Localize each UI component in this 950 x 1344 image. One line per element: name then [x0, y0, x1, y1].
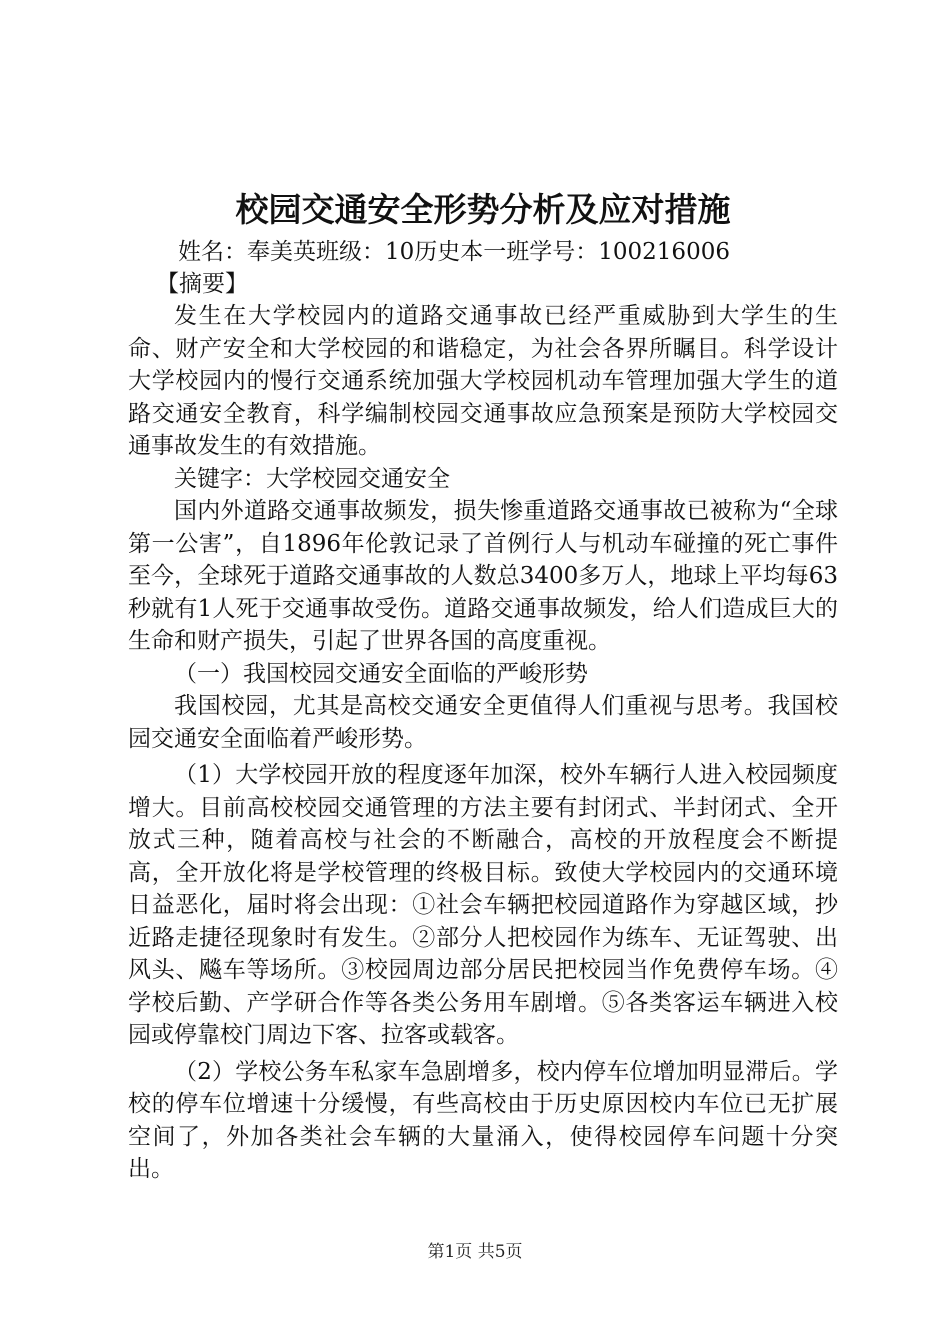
- document-body: [128, 184, 838, 1186]
- point-1-paragraph: （1）大学校园开放的程度逐年加深，校外车辆行人进入校园频度增大。目前高校校园交通管理的方法主要有封闭式、半封闭式、全开放式三种，随着高校与社会的不断融合，高校的开放程度会不断提高，全开放化将是学校管理的终极目标。致使大学校园内的交通环境日益恶化，届时将会出现：①社会车辆把校园道路作为穿越区域，抄近路走捷径现象时有发生。②部分人把校园作为练车、无证驾驶、出风头、飚车等场所。③校园周边部分居民把校园当作免费停车场。④学校后勤、产学研合作等各类公务用车剧增。⑤各类客运车辆进入校园或停靠校门周边下客、拉客或载客。: [128, 762, 838, 1048]
- point-2-paragraph: （2）学校公务车私家车急剧增多，校内停车位增加明显滞后。学校的停车位增速十分缓慢，有些高校由于历史原因校内车位已无扩展空间了，外加各类社会车辆的大量涌入，使得校园停车问题十分突出。: [128, 1058, 838, 1182]
- author-info-line: 姓名：奉美英班级：10历史本一班学号：100216006: [178, 239, 730, 265]
- intro-paragraph: 国内外道路交通事故频发，损失惨重道路交通事故已被称为“全球第一公害”，自1896年伦敦记录了首例行人与机动车碰撞的死亡事件至今，全球死于道路交通事故的人数总3400多万人，地球上平均每63秒就有1人死于交通事故受伤。道路交通事故频发，给人们造成巨大的生命和财产损失，引起了世界各国的高度重视。: [128, 498, 838, 654]
- document-title: 校园交通安全形势分析及应对措施: [235, 190, 731, 229]
- abstract-paragraph: 发生在大学校园内的道路交通事故已经严重威胁到大学生的生命、财产安全和大学校园的和谐稳定，为社会各界所瞩目。科学设计大学校园内的慢行交通系统加强大学校园机动车管理加强大学生的道路交通安全教育，科学编制校园交通事故应急预案是预防大学校园交通事故发生的有效措施。: [128, 303, 838, 459]
- page-number-footer: 第1页 共5页: [427, 1242, 523, 1262]
- abstract-heading: 【摘要】: [156, 271, 248, 297]
- keywords-line: 关键字：大学校园交通安全: [174, 465, 450, 492]
- section-intro-paragraph: 我国校园，尤其是高校交通安全更值得人们重视与思考。我国校园交通安全面临着严峻形势。: [128, 693, 838, 752]
- section-heading: （一）我国校园交通安全面临的严峻形势: [174, 660, 588, 687]
